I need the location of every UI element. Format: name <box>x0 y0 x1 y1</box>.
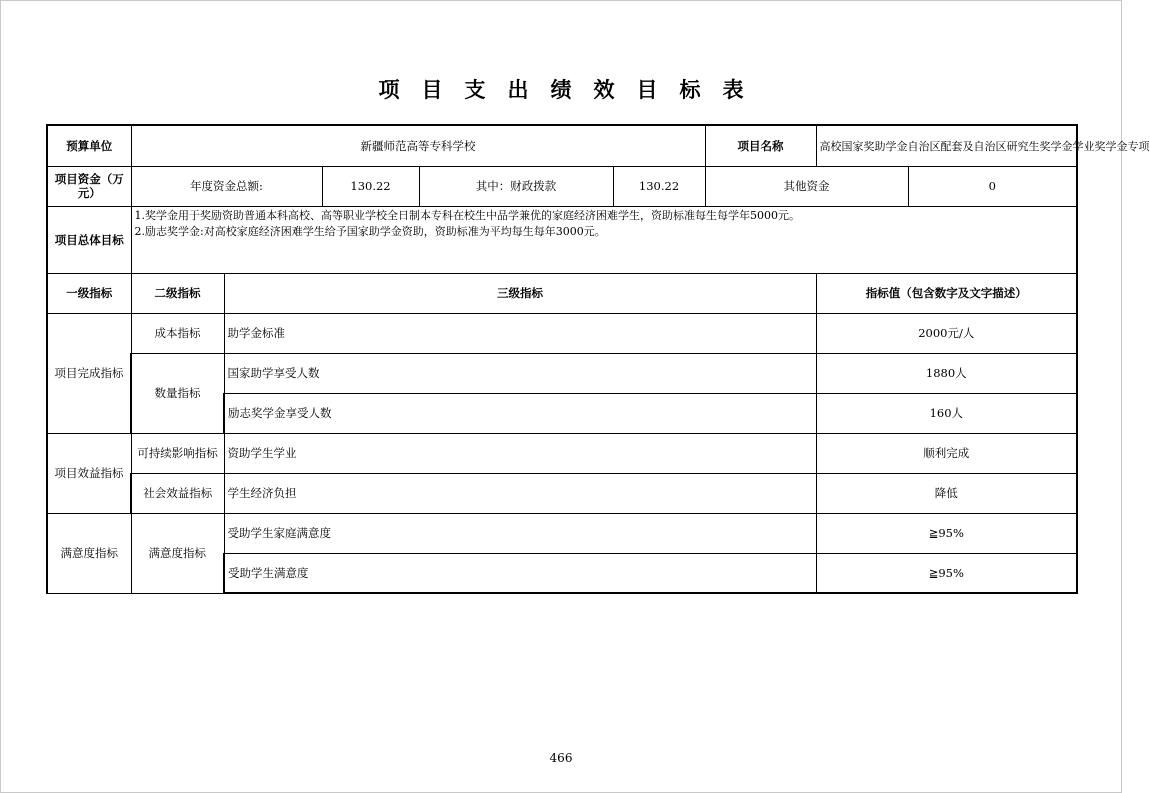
goal-row <box>47 206 1077 273</box>
other-funds-value: 0 <box>908 166 1077 206</box>
level1-header: 一级指标 <box>47 273 131 313</box>
indicator-name: 受助学生满意度 <box>224 553 816 593</box>
fiscal-label: 其中：财政拨款 <box>419 166 613 206</box>
value-header: 指标值（包含数字及文字描述） <box>816 273 1077 313</box>
level2-header: 二级指标 <box>131 273 224 313</box>
cost-level2: 成本指标 <box>131 313 224 353</box>
indicator-value: 降低 <box>816 473 1077 513</box>
indicator-name: 受助学生家庭满意度 <box>224 513 816 553</box>
indicator-name: 助学金标准 <box>224 313 816 353</box>
satisfaction-level2: 满意度指标 <box>131 513 224 593</box>
annual-total-value: 130.22 <box>322 166 419 206</box>
table-row <box>47 473 1077 513</box>
goal-label: 项目总体目标 <box>47 206 131 273</box>
project-name-value: 高校国家奖助学金自治区配套及自治区研究生奖学金学业奖学金专项 <box>816 125 1077 166</box>
table-row <box>47 433 1077 473</box>
budget-unit-value: 新疆师范高等专科学校 <box>131 125 705 166</box>
indicator-value: ≧95% <box>816 513 1077 553</box>
indicator-name: 国家助学享受人数 <box>224 353 816 393</box>
page-title: 项目支出绩效目标表 <box>378 78 766 102</box>
indicator-value: ≧95% <box>816 553 1077 593</box>
other-funds-label: 其他资金 <box>705 166 908 206</box>
goal-line: 2.励志奖学金:对高校家庭经济困难学生给予国家助学金资助，资助标准为平均每生每年3000元。 <box>134 224 606 238</box>
funds-label: 项目资金（万元） <box>47 166 131 206</box>
column-header-row <box>47 273 1077 313</box>
indicator-value: 2000元/人 <box>816 313 1077 353</box>
project-name-label: 项目名称 <box>705 125 816 166</box>
indicator-name: 资助学生学业 <box>224 433 816 473</box>
satisfaction-level1: 满意度指标 <box>47 513 131 593</box>
indicator-name: 学生经济负担 <box>224 473 816 513</box>
level3-header: 三级指标 <box>224 273 816 313</box>
budget-unit-row <box>47 125 1077 166</box>
indicator-value: 1880人 <box>816 353 1077 393</box>
indicator-value: 160人 <box>816 393 1077 433</box>
quantity-level2: 数量指标 <box>131 353 224 433</box>
budget-unit-label: 预算单位 <box>47 125 131 166</box>
goal-line: 1.奖学金用于奖励资助普通本科高校、高等职业学校全日制本专科在校生中品学兼优的家庭经济困难学生，资助标准每生每学年5000元。 <box>134 208 800 222</box>
page-number: 466 <box>549 751 573 765</box>
indicator-name: 励志奖学金享受人数 <box>224 393 816 433</box>
sustainable-level2: 可持续影响指标 <box>131 433 224 473</box>
table-row <box>47 353 1077 393</box>
performance-table <box>46 124 1150 594</box>
social-level2: 社会效益指标 <box>131 473 224 513</box>
annual-total-label: 年度资金总额: <box>131 166 322 206</box>
funds-row <box>47 166 1077 206</box>
benefit-level1: 项目效益指标 <box>47 433 131 513</box>
indicator-value: 顺利完成 <box>816 433 1077 473</box>
table-row <box>47 513 1077 553</box>
goal-text <box>131 206 1077 273</box>
fiscal-value: 130.22 <box>613 166 705 206</box>
table-row <box>47 313 1077 353</box>
completion-level1: 项目完成指标 <box>47 313 131 433</box>
